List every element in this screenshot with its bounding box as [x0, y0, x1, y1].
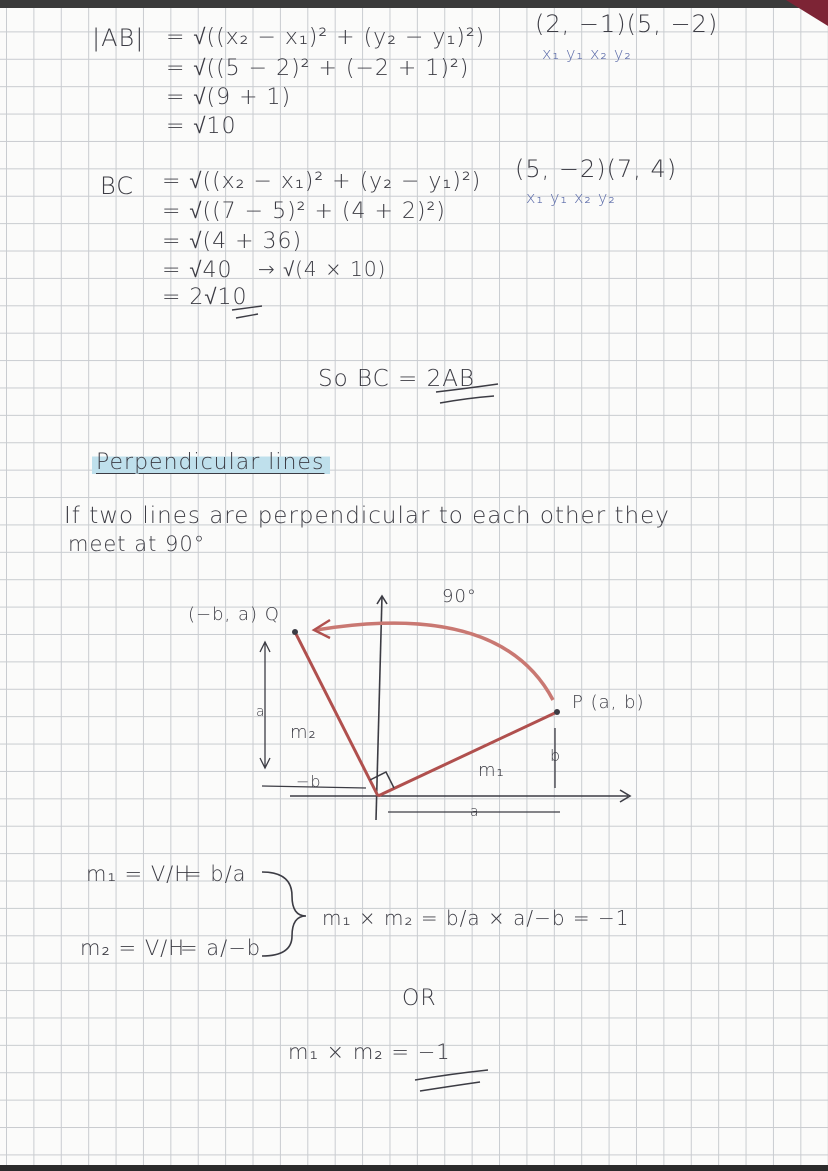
- angle-label: 90°: [442, 586, 477, 607]
- point-p: [554, 709, 560, 715]
- q-label: (−b, a) Q: [188, 604, 280, 625]
- ab-line-2: = √((5 − 2)² + (−2 + 1)²): [166, 56, 470, 81]
- bc-line-5: = 2√10: [162, 285, 248, 310]
- brace: [262, 872, 306, 956]
- point-q: [292, 629, 298, 635]
- line-op: [378, 712, 557, 796]
- section-body-line-2: meet at 90°: [68, 532, 206, 556]
- ab-points: (2, −1)(5, −2): [535, 10, 719, 38]
- bc-line-2: = √((7 − 5)² + (4 + 2)²): [162, 199, 446, 224]
- bc-label: BC: [100, 172, 135, 200]
- section-body-line-1: If two lines are perpendicular to each other they: [64, 503, 670, 529]
- ab-point-labels: x₁ y₁ x₂ y₂: [542, 44, 632, 63]
- b-horizontal-label: −b: [296, 772, 322, 791]
- result-line: m₁ × m₂ = −1: [288, 1040, 451, 1064]
- bc-point-labels: x₁ y₁ x₂ y₂: [526, 188, 616, 207]
- bc-line-4: = √40: [162, 258, 233, 283]
- ab-line-4: = √10: [166, 114, 237, 139]
- bc-line-1: = √((x₂ − x₁)² + (y₂ − y₁)²): [162, 169, 482, 194]
- b-vertical-label: b: [550, 746, 562, 765]
- conclusion-text: So BC = 2AB: [318, 366, 476, 392]
- m2-diagram-label: m₂: [290, 722, 317, 743]
- ab-line-3: = √(9 + 1): [166, 85, 292, 110]
- bc-simplify: → √(4 × 10): [258, 257, 387, 281]
- m1-diagram-label: m₁: [478, 760, 505, 781]
- bc-points: (5, −2)(7, 4): [515, 155, 678, 183]
- rotation-arc: [316, 623, 553, 700]
- bc-result-underline: [232, 306, 262, 318]
- result-underline: [415, 1070, 488, 1091]
- m1-rhs: = b/a: [184, 862, 247, 886]
- product-line: m₁ × m₂ = b/a × a/−b = −1: [322, 906, 630, 930]
- y-axis: [376, 596, 382, 820]
- or-label: OR: [402, 986, 437, 1011]
- section-heading: Perpendicular lines: [92, 450, 330, 475]
- ab-label: |AB|: [92, 24, 145, 52]
- p-label: P (a, b): [572, 692, 645, 713]
- a-vertical-label: a: [256, 704, 266, 720]
- m2-rhs: = a/−b: [180, 936, 262, 960]
- a-horizontal-label: a: [470, 804, 480, 820]
- conclusion-underline: [436, 384, 498, 403]
- m2-lhs: m₂ = V/H: [80, 936, 186, 960]
- bc-line-3: = √(4 + 36): [162, 229, 303, 254]
- m1-lhs: m₁ = V/H: [86, 862, 192, 886]
- ab-line-1: = √((x₂ − x₁)² + (y₂ − y₁)²): [166, 25, 486, 50]
